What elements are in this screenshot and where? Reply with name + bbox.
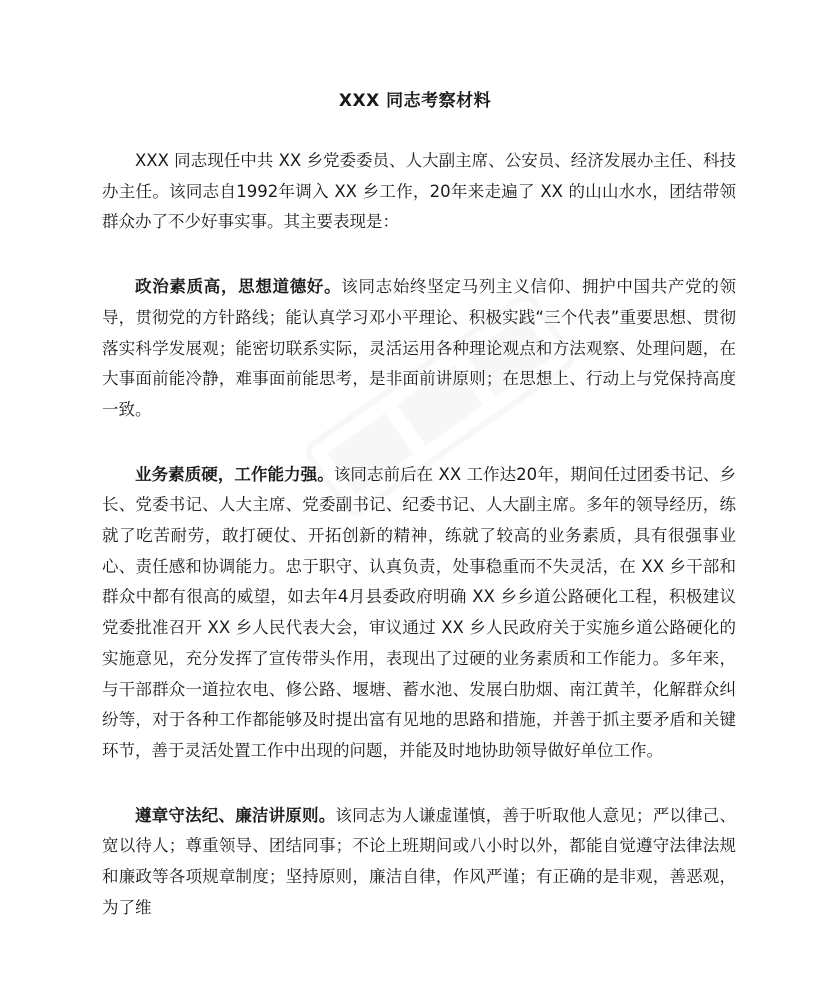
- paragraph-work-ability: [102, 460, 736, 767]
- paragraph-text: 该同志始终坚定马列主义信仰、拥护中国共产党的领导，贯彻党的方针路线；能认真学习邓小平理论、积极实践“三个代表”重要思想、贯彻落实科学发展观；能密切联系实际，灵活运用各种理论观点和方法观察、处理问题，在大事面前能冷静，难事面前能思考，是非面前讲原则；在思想上、行动上与党保持高度一致。: [102, 277, 737, 419]
- paragraph-text: XXX 同志现任中共 XX 乡党委委员、人大副主席、公安员、经济发展办主任、科技办主任。该同志自1992年调入 XX 乡工作，20年来走遍了 XX 的山山水水，团结带领群众办了不少好事实事。其主要表现是：: [102, 151, 736, 232]
- document-body: [102, 146, 736, 957]
- paragraph-lead: 政治素质高，思想道德好。: [135, 277, 342, 297]
- paragraph-political-quality: [102, 272, 736, 426]
- paragraph-discipline: [102, 801, 736, 924]
- paragraph-lead: 业务素质硬，工作能力强。: [135, 464, 334, 484]
- paragraph-text: 该同志为人谦虚谨慎，善于听取他人意见；严以律己、宽以待人；尊重领导、团结同事；不论上班期间或八小时以外，都能自觉遵守法律法规和廉政等各项规章制度；坚持原则，廉洁自律，作风严谨；有正确的是非观，善恶观，为了维: [102, 805, 737, 917]
- document-title: XXX 同志考察材料: [338, 91, 492, 111]
- paragraph-intro: [102, 146, 736, 238]
- paragraph-text: 该同志前后在 XX 工作达20年，期间任过团委书记、乡长、党委书记、人大主席、党委副书记、纪委书记、人大副主席。多年的领导经历，练就了吃苦耐劳，敢打硬仗、开拓创新的精神，练就了较高的业务素质，具有很强事业心、责任感和协调能力。忠于职守、认真负责，处事稳重而不失灵活，在 XX 乡干部和群众中都有很高的威望，如去年4月县委政府明确 XX 乡乡道公路硬化工程，积极建议党委批准召开 XX 乡人民代表大会，审议通过 XX 乡人民政府关于实施乡道公路硬化的实施意见，充分发挥了宣传带头作用，表现出了过硬的业务素质和工作能力。多年来，与干部群众一道拉农电、修公路、堰塘、蓄水池、发展白肋烟、南江黄羊，化解群众纠纷等，对于各种工作都能够及时提出富有见地的思路和措施，并善于抓主要矛盾和关键环节，善于灵活处置工作中出现的问题，并能及时地协助领导做好单位工作。: [102, 464, 737, 760]
- paragraph-lead: 遵章守法纪、廉洁讲原则。: [135, 805, 336, 825]
